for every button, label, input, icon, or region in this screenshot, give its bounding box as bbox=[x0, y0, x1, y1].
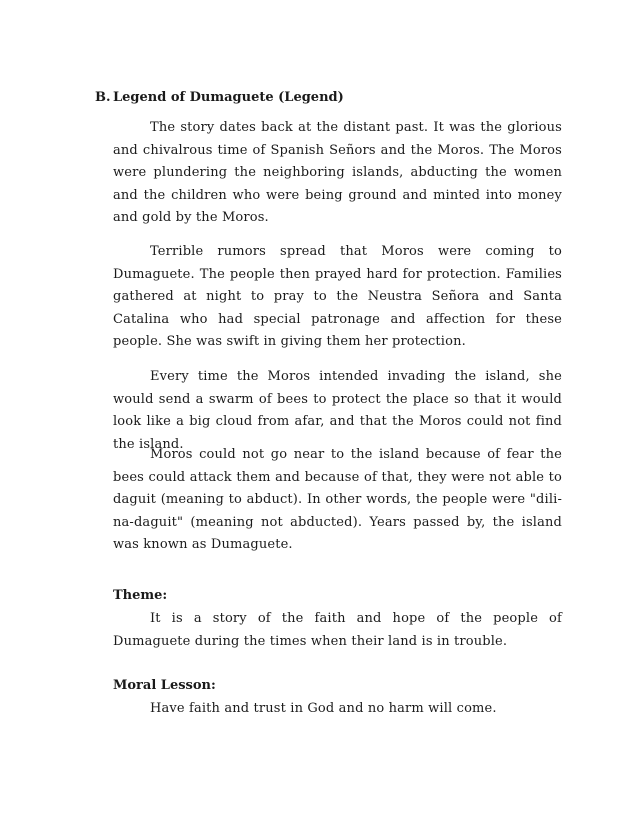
theme-text: It is a story of the faith and hope of the people of Dumaguete during the times when their land is in trouble. bbox=[113, 611, 562, 649]
section-letter: B. bbox=[95, 90, 111, 105]
story-paragraph-1: The story dates back at the distant past. It was the glorious and chivalrous time of Spanish Señors and the Moros. The Moros were plundering the neighboring islands, abducting the women and the children who were being ground and minted into money and gold by the Moros. bbox=[113, 120, 562, 226]
story-paragraph-4: Moros could not go near to the island because of fear the bees could attack them and because of that, they were not able to daguit (meaning to abduct). In other words, the people were "dili-na-daguit" (meaning not abducted). Years passed by, the island was known as Dumaguete. bbox=[113, 447, 562, 553]
section-heading bbox=[95, 90, 344, 105]
story-paragraph-3: Every time the Moros intended invading the island, she would send a swarm of bees to protect the place so that it would look like a big cloud from afar, and that the Moros could not find the island. bbox=[113, 369, 562, 452]
moral-lesson-text: Have faith and trust in God and no harm will come. bbox=[150, 701, 497, 716]
story-paragraph-2: Terrible rumors spread that Moros were coming to Dumaguete. The people then prayed hard for protection. Families gathered at night to pray to the Neustra Señora and Santa Catalina who had special patronage and affection for these people. She was swift in giving them her protection. bbox=[113, 244, 562, 350]
moral-lesson-label: Moral Lesson: bbox=[113, 678, 216, 693]
section-title: Legend of Dumaguete (Legend) bbox=[113, 90, 344, 105]
theme-label: Theme: bbox=[113, 588, 168, 603]
